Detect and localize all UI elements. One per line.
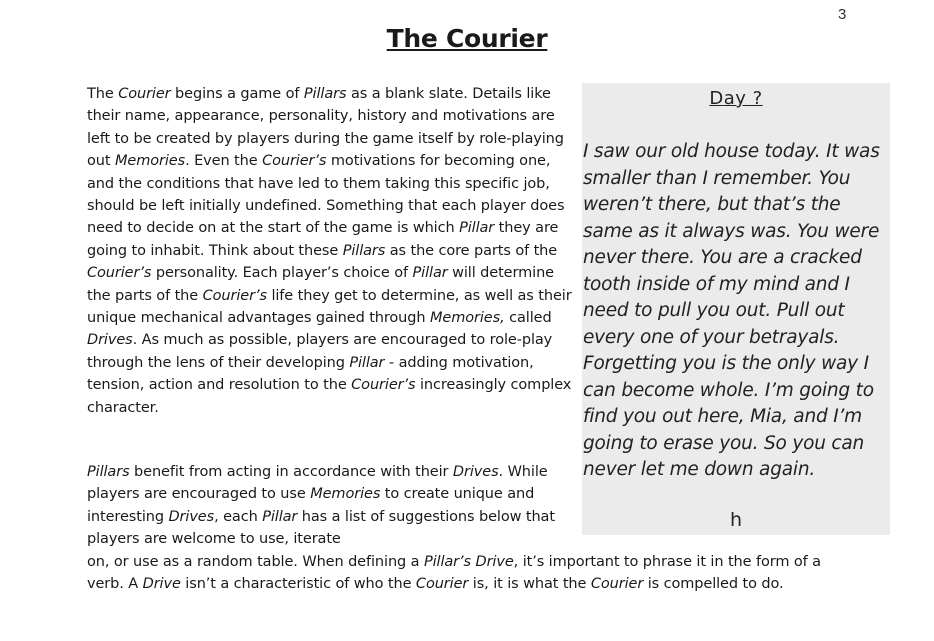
text-run: as the core parts of the — [385, 242, 558, 259]
text-run: on, or use as a random table. When defining a — [87, 553, 424, 570]
text-run: as a blank slate. Details like their name, appearance, personality, history and motivations are left to be created by players during the game itself by role-playing out — [87, 86, 564, 170]
text-run: , it’s important to phrase it in the form of a verb. A — [87, 553, 821, 593]
italic-term: Memories — [310, 486, 381, 503]
text-run: . As much as possible, players are encouraged to role-play through the lens of their developing — [87, 332, 553, 371]
text-run: increasingly complex character. — [87, 377, 572, 416]
journal-day-heading: Day ? — [709, 88, 763, 109]
text-run: motivations for becoming one, and the conditions that have led to them taking this specific job, should be left initially undefined. Something that each player does need to decide on at the start of the game is which — [87, 153, 565, 237]
page-title: The Courier — [386, 24, 548, 53]
text-run: has a list of suggestions below that players are welcome to use, iterate — [87, 508, 555, 548]
text-run: - adding motivation, tension, action and resolution to the — [87, 354, 534, 394]
text-run: called — [504, 310, 552, 327]
text-run: benefit from acting in accordance with their — [129, 464, 453, 480]
text-run: . Even the — [185, 153, 263, 170]
italic-term: Courier — [590, 576, 644, 593]
italic-term: Drive — [142, 576, 181, 593]
italic-term: Memories — [114, 153, 186, 170]
italic-term: Courier’s — [351, 377, 416, 394]
text-run: . While players are encouraged to use — [87, 464, 548, 503]
journal-entry-text: I saw our old house today. It was smaller than I remember. You weren’t there, but that’s the same as it always was. You were never there. You are a cracked tooth inside of my mind and I need to pull you out. Pull out every one of your betrayals. Forgetting you is the only way I can become whole. I’m going to find you out here, Mia, and I’m going to erase you. So you can never let me down again. — [583, 141, 880, 480]
italic-term: Courier’s — [87, 265, 152, 282]
text-run: , each — [214, 508, 263, 525]
italic-term: Pillars — [342, 242, 386, 259]
italic-term: Courier — [415, 576, 469, 593]
text-run: to create unique and interesting — [87, 486, 535, 525]
italic-term: Pillar — [262, 508, 298, 525]
text-run: begins a game of — [170, 86, 304, 102]
italic-term: Pillar — [459, 220, 495, 237]
journal-box — [582, 83, 890, 535]
italic-term: Courier’s — [262, 153, 327, 170]
text-run: will determine the parts of the — [87, 265, 554, 304]
text-run: they are going to inhabit. Think about these — [87, 220, 559, 259]
italic-term: Drives — [452, 464, 499, 480]
italic-term: Courier — [118, 86, 171, 102]
text-run: isn’t a characteristic of who the — [180, 576, 416, 593]
drives-paragraph-wide — [87, 554, 821, 592]
drives-paragraph-narrow — [87, 461, 574, 551]
italic-term: Courier’s — [202, 287, 267, 304]
italic-term: Drives — [168, 508, 215, 525]
intro-paragraph — [87, 83, 574, 419]
text-run: life they get to determine, as well as their unique mechanical advantages gained through — [87, 287, 572, 327]
italic-term: Pillar — [412, 265, 448, 282]
text-run: personality. Each player’s choice of — [151, 265, 413, 282]
italic-term: Memories, — [429, 310, 505, 327]
text-run: The — [87, 86, 119, 102]
italic-term: Pillars — [87, 464, 130, 480]
text-run: is compelled to do. — [643, 576, 784, 593]
text-run: is, it is what the — [468, 576, 591, 593]
journal-signature: h — [729, 509, 743, 531]
italic-term: Pillar’s Drive — [423, 553, 514, 570]
italic-term: Drives — [87, 332, 133, 349]
italic-term: Pillar — [349, 354, 385, 371]
page-number: 3 — [838, 6, 847, 23]
italic-term: Pillars — [303, 86, 347, 102]
